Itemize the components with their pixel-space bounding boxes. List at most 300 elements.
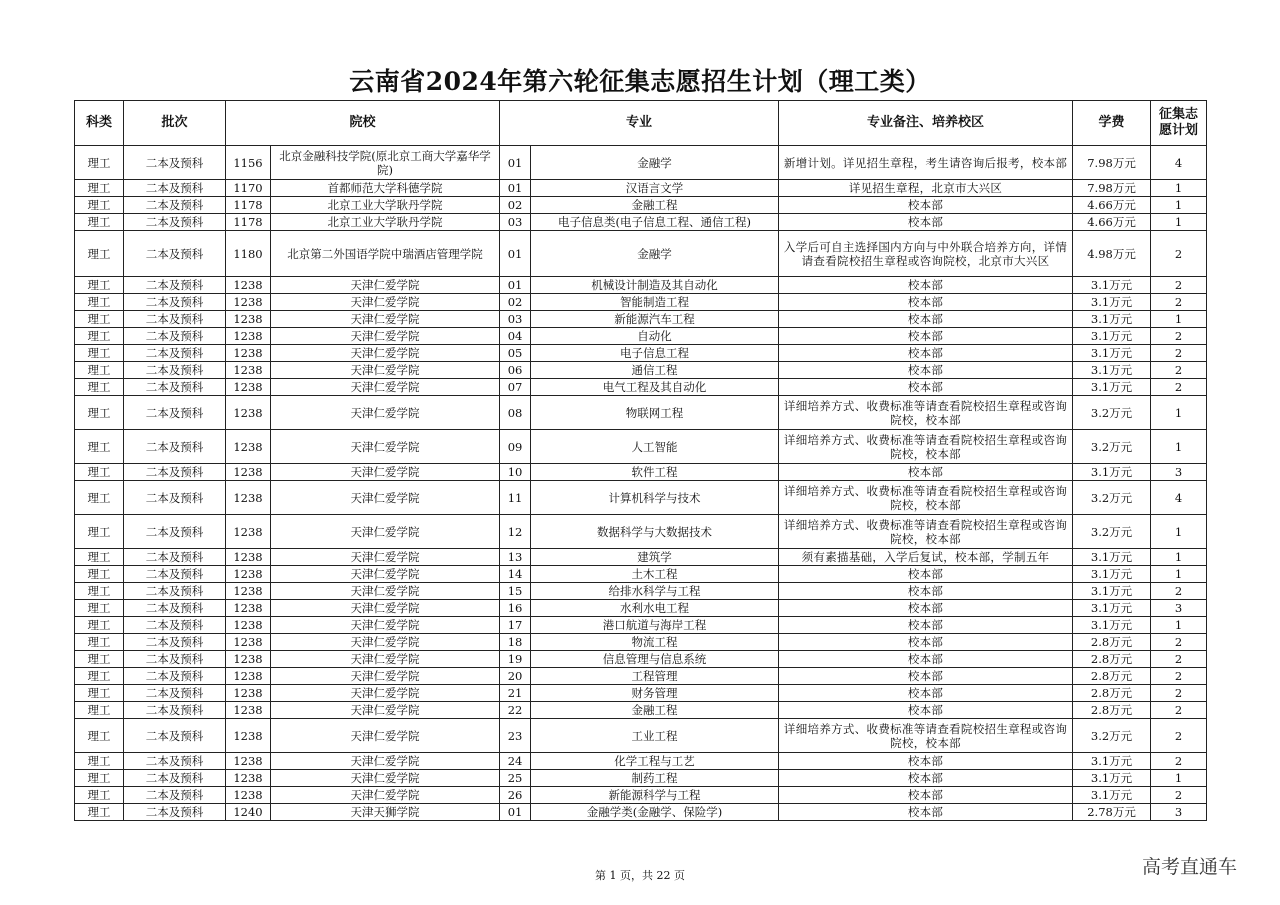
cell-note: 校本部 [779,277,1073,294]
cell-school-code: 1238 [226,617,271,634]
cell-fee: 3.1万元 [1073,753,1151,770]
cell-school-code: 1238 [226,770,271,787]
table-row [75,345,1207,362]
cell-school-name: 天津仁爱学院 [271,328,500,345]
cell-school-name: 北京工业大学耿丹学院 [271,197,500,214]
cell-school-name: 天津仁爱学院 [271,668,500,685]
cell-major-name: 物联网工程 [531,396,779,430]
cell-major-name: 通信工程 [531,362,779,379]
table-row [75,481,1207,515]
table-row [75,753,1207,770]
cell-batch: 二本及预科 [124,804,226,821]
cell-school-name: 北京第二外国语学院中瑞酒店管理学院 [271,231,500,277]
cell-batch: 二本及预科 [124,651,226,668]
table-header-row [75,101,1207,146]
cell-major-name: 物流工程 [531,634,779,651]
cell-major-code: 17 [500,617,531,634]
cell-major-name: 港口航道与海岸工程 [531,617,779,634]
table-row [75,668,1207,685]
cell-major-name: 电子信息工程 [531,345,779,362]
cell-note: 详细培养方式、收费标准等请查看院校招生章程或咨询院校，校本部 [779,481,1073,515]
cell-school-code: 1178 [226,197,271,214]
cell-school-code: 1238 [226,634,271,651]
cell-fee: 2.8万元 [1073,702,1151,719]
cell-school-name: 北京金融科技学院(原北京工商大学嘉华学院) [271,146,500,180]
cell-plan: 2 [1151,719,1207,753]
cell-batch: 二本及预科 [124,685,226,702]
cell-school-name: 天津仁爱学院 [271,753,500,770]
cell-major-code: 07 [500,379,531,396]
cell-category: 理工 [75,277,124,294]
cell-plan: 2 [1151,362,1207,379]
cell-fee: 3.1万元 [1073,362,1151,379]
cell-plan: 1 [1151,396,1207,430]
cell-major-code: 01 [500,277,531,294]
cell-batch: 二本及预科 [124,668,226,685]
cell-school-name: 天津仁爱学院 [271,719,500,753]
cell-major-name: 信息管理与信息系统 [531,651,779,668]
cell-plan: 2 [1151,231,1207,277]
table-row [75,770,1207,787]
cell-category: 理工 [75,702,124,719]
cell-major-name: 新能源汽车工程 [531,311,779,328]
header-note: 专业备注、培养校区 [779,101,1073,146]
table-row [75,197,1207,214]
cell-category: 理工 [75,651,124,668]
cell-school-code: 1238 [226,328,271,345]
cell-major-name: 工业工程 [531,719,779,753]
cell-batch: 二本及预科 [124,328,226,345]
table-row [75,634,1207,651]
cell-fee: 3.1万元 [1073,379,1151,396]
cell-school-name: 天津仁爱学院 [271,702,500,719]
table-row [75,566,1207,583]
cell-school-name: 天津仁爱学院 [271,430,500,464]
cell-batch: 二本及预科 [124,617,226,634]
cell-plan: 2 [1151,668,1207,685]
cell-category: 理工 [75,685,124,702]
cell-school-code: 1238 [226,379,271,396]
cell-school-name: 天津仁爱学院 [271,651,500,668]
cell-plan: 2 [1151,685,1207,702]
table-body [75,146,1207,821]
cell-school-code: 1238 [226,362,271,379]
cell-plan: 4 [1151,146,1207,180]
cell-note: 校本部 [779,294,1073,311]
cell-batch: 二本及预科 [124,583,226,600]
cell-batch: 二本及预科 [124,481,226,515]
admission-plan-table [74,100,1207,821]
cell-batch: 二本及预科 [124,231,226,277]
cell-note: 校本部 [779,566,1073,583]
cell-batch: 二本及预科 [124,180,226,197]
table-row [75,180,1207,197]
table-row [75,600,1207,617]
cell-school-code: 1238 [226,685,271,702]
cell-fee: 3.2万元 [1073,719,1151,753]
cell-major-name: 财务管理 [531,685,779,702]
cell-major-code: 21 [500,685,531,702]
cell-major-code: 16 [500,600,531,617]
cell-major-code: 22 [500,702,531,719]
cell-note: 校本部 [779,753,1073,770]
cell-note: 校本部 [779,345,1073,362]
cell-school-code: 1238 [226,515,271,549]
cell-school-name: 北京工业大学耿丹学院 [271,214,500,231]
document-title: 云南省2024年第六轮征集志愿招生计划（理工类） [349,67,931,96]
cell-batch: 二本及预科 [124,214,226,231]
table-row [75,787,1207,804]
cell-school-code: 1238 [226,481,271,515]
cell-major-code: 01 [500,180,531,197]
cell-major-name: 自动化 [531,328,779,345]
cell-school-code: 1238 [226,396,271,430]
cell-batch: 二本及预科 [124,702,226,719]
cell-plan: 1 [1151,549,1207,566]
cell-batch: 二本及预科 [124,396,226,430]
cell-category: 理工 [75,311,124,328]
cell-fee: 7.98万元 [1073,146,1151,180]
cell-plan: 2 [1151,328,1207,345]
cell-batch: 二本及预科 [124,719,226,753]
cell-major-code: 06 [500,362,531,379]
cell-category: 理工 [75,146,124,180]
cell-category: 理工 [75,214,124,231]
table-row [75,549,1207,566]
cell-note: 入学后可自主选择国内方向与中外联合培养方向，详情请查看院校招生章程或咨询院校，北京市大兴区 [779,231,1073,277]
cell-major-code: 01 [500,804,531,821]
cell-note: 须有素描基础，入学后复试，校本部，学制五年 [779,549,1073,566]
table-row [75,719,1207,753]
cell-note: 校本部 [779,583,1073,600]
cell-note: 详见招生章程，北京市大兴区 [779,180,1073,197]
cell-batch: 二本及预科 [124,311,226,328]
cell-major-name: 智能制造工程 [531,294,779,311]
cell-fee: 2.8万元 [1073,668,1151,685]
cell-category: 理工 [75,566,124,583]
cell-school-code: 1238 [226,668,271,685]
table-row [75,362,1207,379]
header-plan: 征集志愿计划 [1151,101,1207,146]
cell-note: 校本部 [779,702,1073,719]
cell-fee: 7.98万元 [1073,180,1151,197]
cell-note: 详细培养方式、收费标准等请查看院校招生章程或咨询院校，校本部 [779,515,1073,549]
cell-plan: 1 [1151,515,1207,549]
cell-note: 校本部 [779,804,1073,821]
cell-major-name: 新能源科学与工程 [531,787,779,804]
cell-major-code: 11 [500,481,531,515]
cell-note: 校本部 [779,651,1073,668]
cell-fee: 3.1万元 [1073,311,1151,328]
cell-major-name: 金融工程 [531,197,779,214]
table-row [75,379,1207,396]
cell-school-name: 首都师范大学科德学院 [271,180,500,197]
cell-note: 校本部 [779,685,1073,702]
cell-plan: 1 [1151,430,1207,464]
page-footer: 第 1 页，共 22 页 [595,869,685,882]
cell-plan: 1 [1151,617,1207,634]
cell-major-code: 04 [500,328,531,345]
cell-note: 校本部 [779,787,1073,804]
cell-fee: 2.8万元 [1073,634,1151,651]
cell-school-code: 1238 [226,651,271,668]
cell-note: 校本部 [779,362,1073,379]
cell-major-code: 01 [500,231,531,277]
cell-major-name: 金融工程 [531,702,779,719]
cell-fee: 2.8万元 [1073,651,1151,668]
cell-plan: 3 [1151,600,1207,617]
cell-fee: 3.2万元 [1073,430,1151,464]
cell-category: 理工 [75,464,124,481]
cell-category: 理工 [75,668,124,685]
cell-school-code: 1238 [226,311,271,328]
cell-plan: 2 [1151,702,1207,719]
table-row [75,651,1207,668]
cell-school-name: 天津仁爱学院 [271,583,500,600]
cell-fee: 2.8万元 [1073,685,1151,702]
cell-school-code: 1238 [226,787,271,804]
cell-major-code: 20 [500,668,531,685]
cell-school-name: 天津仁爱学院 [271,362,500,379]
cell-fee: 3.2万元 [1073,396,1151,430]
cell-plan: 4 [1151,481,1207,515]
cell-school-code: 1178 [226,214,271,231]
cell-batch: 二本及预科 [124,549,226,566]
cell-category: 理工 [75,515,124,549]
cell-major-code: 02 [500,197,531,214]
cell-plan: 1 [1151,770,1207,787]
cell-plan: 2 [1151,651,1207,668]
cell-major-code: 10 [500,464,531,481]
cell-school-code: 1238 [226,583,271,600]
cell-school-name: 天津仁爱学院 [271,617,500,634]
header-category: 科类 [75,101,124,146]
table-row [75,146,1207,180]
cell-major-name: 给排水科学与工程 [531,583,779,600]
cell-category: 理工 [75,396,124,430]
cell-school-name: 天津仁爱学院 [271,379,500,396]
cell-note: 校本部 [779,214,1073,231]
cell-category: 理工 [75,345,124,362]
cell-fee: 3.2万元 [1073,515,1151,549]
cell-category: 理工 [75,787,124,804]
cell-plan: 2 [1151,753,1207,770]
cell-plan: 2 [1151,787,1207,804]
cell-major-name: 汉语言文学 [531,180,779,197]
cell-note: 校本部 [779,634,1073,651]
cell-fee: 3.1万元 [1073,583,1151,600]
table-row [75,231,1207,277]
cell-major-name: 人工智能 [531,430,779,464]
cell-school-name: 天津仁爱学院 [271,600,500,617]
cell-fee: 3.1万元 [1073,345,1151,362]
cell-batch: 二本及预科 [124,345,226,362]
cell-fee: 3.1万元 [1073,464,1151,481]
cell-category: 理工 [75,804,124,821]
cell-note: 校本部 [779,668,1073,685]
cell-category: 理工 [75,770,124,787]
cell-note: 校本部 [779,617,1073,634]
cell-category: 理工 [75,180,124,197]
table-row [75,214,1207,231]
cell-category: 理工 [75,430,124,464]
cell-batch: 二本及预科 [124,294,226,311]
cell-major-name: 电子信息类(电子信息工程、通信工程) [531,214,779,231]
cell-category: 理工 [75,379,124,396]
cell-note: 校本部 [779,770,1073,787]
table-row [75,430,1207,464]
cell-school-code: 1156 [226,146,271,180]
cell-school-name: 天津仁爱学院 [271,549,500,566]
cell-school-code: 1238 [226,600,271,617]
cell-major-code: 24 [500,753,531,770]
cell-school-name: 天津仁爱学院 [271,311,500,328]
cell-school-name: 天津仁爱学院 [271,396,500,430]
cell-plan: 1 [1151,311,1207,328]
cell-school-code: 1238 [226,277,271,294]
cell-fee: 4.98万元 [1073,231,1151,277]
cell-school-code: 1238 [226,294,271,311]
cell-major-name: 化学工程与工艺 [531,753,779,770]
cell-fee: 3.1万元 [1073,549,1151,566]
cell-category: 理工 [75,231,124,277]
cell-category: 理工 [75,481,124,515]
cell-batch: 二本及预科 [124,362,226,379]
table-row [75,396,1207,430]
cell-category: 理工 [75,753,124,770]
cell-school-name: 天津天狮学院 [271,804,500,821]
cell-major-name: 制药工程 [531,770,779,787]
cell-major-name: 软件工程 [531,464,779,481]
cell-school-name: 天津仁爱学院 [271,345,500,362]
table-row [75,464,1207,481]
cell-fee: 4.66万元 [1073,197,1151,214]
cell-plan: 1 [1151,180,1207,197]
cell-category: 理工 [75,328,124,345]
table-row [75,685,1207,702]
cell-school-code: 1238 [226,549,271,566]
cell-plan: 1 [1151,214,1207,231]
cell-plan: 2 [1151,277,1207,294]
cell-batch: 二本及预科 [124,566,226,583]
cell-school-name: 天津仁爱学院 [271,566,500,583]
table-row [75,617,1207,634]
cell-school-name: 天津仁爱学院 [271,634,500,651]
cell-major-code: 14 [500,566,531,583]
cell-major-name: 数据科学与大数据技术 [531,515,779,549]
cell-batch: 二本及预科 [124,430,226,464]
cell-fee: 3.1万元 [1073,294,1151,311]
cell-batch: 二本及预科 [124,753,226,770]
table-row [75,702,1207,719]
cell-major-code: 18 [500,634,531,651]
cell-major-code: 13 [500,549,531,566]
cell-note: 校本部 [779,464,1073,481]
cell-category: 理工 [75,719,124,753]
cell-fee: 3.1万元 [1073,617,1151,634]
cell-plan: 3 [1151,804,1207,821]
table-row [75,515,1207,549]
cell-plan: 2 [1151,634,1207,651]
cell-major-name: 金融学类(金融学、保险学) [531,804,779,821]
cell-plan: 3 [1151,464,1207,481]
table-row [75,294,1207,311]
cell-batch: 二本及预科 [124,787,226,804]
cell-school-name: 天津仁爱学院 [271,481,500,515]
cell-school-code: 1180 [226,231,271,277]
cell-fee: 3.1万元 [1073,566,1151,583]
cell-major-name: 土木工程 [531,566,779,583]
cell-plan: 2 [1151,294,1207,311]
cell-batch: 二本及预科 [124,600,226,617]
header-batch: 批次 [124,101,226,146]
cell-school-code: 1238 [226,702,271,719]
cell-plan: 1 [1151,197,1207,214]
cell-major-code: 15 [500,583,531,600]
cell-school-code: 1238 [226,719,271,753]
cell-school-code: 1238 [226,430,271,464]
cell-note: 详细培养方式、收费标准等请查看院校招生章程或咨询院校，校本部 [779,719,1073,753]
cell-note: 详细培养方式、收费标准等请查看院校招生章程或咨询院校，校本部 [779,430,1073,464]
cell-school-code: 1238 [226,464,271,481]
cell-school-name: 天津仁爱学院 [271,787,500,804]
cell-category: 理工 [75,362,124,379]
cell-major-name: 电气工程及其自动化 [531,379,779,396]
cell-major-code: 09 [500,430,531,464]
cell-school-code: 1238 [226,566,271,583]
cell-fee: 3.1万元 [1073,328,1151,345]
cell-fee: 4.66万元 [1073,214,1151,231]
cell-note: 校本部 [779,311,1073,328]
cell-fee: 3.1万元 [1073,600,1151,617]
cell-major-code: 03 [500,214,531,231]
cell-category: 理工 [75,600,124,617]
cell-major-name: 水利水电工程 [531,600,779,617]
cell-batch: 二本及预科 [124,197,226,214]
cell-category: 理工 [75,197,124,214]
cell-batch: 二本及预科 [124,770,226,787]
table-row [75,311,1207,328]
header-school: 院校 [226,101,500,146]
table-row [75,583,1207,600]
cell-major-name: 计算机科学与技术 [531,481,779,515]
table-row [75,328,1207,345]
cell-note: 校本部 [779,197,1073,214]
cell-batch: 二本及预科 [124,379,226,396]
cell-school-code: 1238 [226,345,271,362]
cell-school-name: 天津仁爱学院 [271,464,500,481]
cell-batch: 二本及预科 [124,464,226,481]
header-major: 专业 [500,101,779,146]
cell-school-name: 天津仁爱学院 [271,770,500,787]
cell-category: 理工 [75,294,124,311]
cell-major-code: 26 [500,787,531,804]
cell-fee: 2.78万元 [1073,804,1151,821]
watermark: 高考直通车 [1142,856,1238,878]
cell-school-name: 天津仁爱学院 [271,515,500,549]
cell-school-code: 1238 [226,753,271,770]
cell-school-code: 1170 [226,180,271,197]
cell-batch: 二本及预科 [124,515,226,549]
cell-category: 理工 [75,583,124,600]
table-row [75,804,1207,821]
cell-major-code: 03 [500,311,531,328]
header-fee: 学费 [1073,101,1151,146]
table-row [75,277,1207,294]
cell-major-code: 19 [500,651,531,668]
cell-school-name: 天津仁爱学院 [271,685,500,702]
cell-school-name: 天津仁爱学院 [271,294,500,311]
